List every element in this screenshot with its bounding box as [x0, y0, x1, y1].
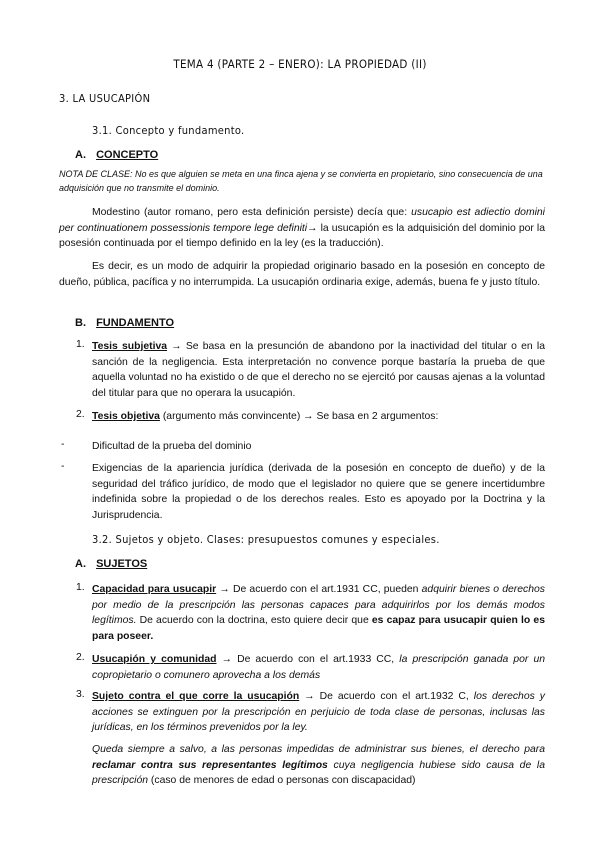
- text-run: la prescripción ganada por un copropietario o comunero aprovecha a los demás: [92, 654, 546, 681]
- dash-bullet: -: [61, 461, 65, 472]
- list-item-comunidad: [92, 652, 545, 683]
- class-note: NOTA DE CLASE: No es que alguien se meta en una finca ajena y se convierta en propietario, sino consecuencia de una adquisición que no transmite el dominio.: [59, 169, 543, 193]
- list-item-label: Tesis objetiva: [92, 411, 160, 422]
- list-item-tesis-subjetiva: [92, 339, 545, 401]
- text-run: → De acuerdo con el art.1932 C,: [299, 691, 474, 702]
- text-run: Queda siempre a salvo, a las personas impedidas de administrar sus bienes, el derecho para: [92, 744, 545, 755]
- text-run: → Se basa en la presunción de abandono por la inactividad del titular o en la sanción de la negligencia. Esta interpretación no convence porque bastaría la prueba de que aquella voluntad no ha existido o de que el derecho no se ejercitó por causas ajenas a la voluntad del titular para que no operara la usucapión.: [92, 341, 545, 399]
- text-run: → De acuerdo con el art.1931 CC, pueden: [216, 584, 422, 595]
- dash-bullet: -: [61, 439, 65, 450]
- text-run: → De acuerdo con el art.1933 CC,: [216, 654, 400, 665]
- heading-text: CONCEPTO: [96, 149, 159, 161]
- list-item-sujeto-contra: [92, 689, 545, 736]
- list-item-exigencias: Exigencias de la apariencia jurídica (derivada de la posesión en concepto de dueño) y de la seguridad del tráfico jurídico, de modo que el legislador no quiere que se genere incertidumbre indefinida sobre la propiedad o de los derechos reales. Esto es apoyado por la Doctrina y la Jurisprudencia.: [92, 463, 545, 521]
- list-item-dificultad: Dificultad de la prueba del dominio: [92, 441, 252, 452]
- list-item-label: Sujeto contra el que corre la usucapión: [92, 691, 300, 702]
- list-number: 3.: [76, 689, 85, 700]
- paragraph-modestino: [59, 205, 545, 252]
- list-item-tesis-objetiva: [92, 409, 545, 425]
- heading-concepto: [75, 149, 158, 161]
- heading-fundamento: [75, 317, 174, 329]
- heading-letter: A.: [75, 149, 86, 161]
- list-number: 1.: [76, 582, 85, 593]
- list-item-capacidad: [92, 582, 545, 644]
- heading-letter: A.: [75, 558, 86, 570]
- list-item-label: Tesis subjetiva: [92, 341, 168, 352]
- heading-sujetos: [75, 558, 147, 570]
- subsection-heading-concepto: 3.1. Concepto y fundamento.: [92, 124, 245, 137]
- text-run: (argumento más convincente) → Se basa en 2 argumentos:: [159, 411, 439, 422]
- heading-letter: B.: [75, 317, 86, 329]
- text-run: es capaz para usucapir quien lo es para poseer.: [92, 615, 545, 642]
- text-run: adquirir bienes o derechos por medio de la prescripción las personas capaces para adquirirlos por los demás modos legítimos.: [92, 584, 545, 626]
- text-run: → la usucapión es la adquisición del dominio por la posesión continuada por el tiempo definido en la ley (es la traducción).: [59, 222, 545, 249]
- subsection-heading-sujetos: 3.2. Sujetos y objeto. Clases: presupuestos comunes y especiales.: [92, 533, 440, 546]
- latin-quote: usucapio est adiectio domini per continuationem possessionis tempore lege definiti: [59, 207, 545, 234]
- text-run: De acuerdo con la doctrina, esto quiere decir que: [136, 615, 372, 626]
- heading-text: SUJETOS: [96, 558, 148, 570]
- list-item-label: Capacidad para usucapir: [92, 584, 217, 595]
- paragraph-queda-a-salvo: [92, 742, 545, 789]
- heading-text: FUNDAMENTO: [96, 317, 175, 329]
- document-title: TEMA 4 (PARTE 2 – ENERO): LA PROPIEDAD (II): [173, 57, 427, 71]
- list-number: 1.: [76, 339, 85, 350]
- text-run: cuya negligencia hubiese sido causa de la prescripción: [92, 759, 545, 786]
- list-item-label: Usucapión y comunidad: [92, 654, 217, 665]
- list-number: 2.: [76, 652, 85, 663]
- text-run: Modestino (autor romano, pero esta definición persiste) decía que:: [92, 207, 412, 218]
- list-number: 2.: [76, 409, 85, 420]
- text-run: (caso de menores de edad o personas con discapacidad): [148, 775, 416, 786]
- paragraph-definition: Es decir, es un modo de adquirir la propiedad originario basado en la posesión en concepto de dueño, pública, pacífica y no interrumpida. La usucapión ordinaria exige, además, buena fe y justo título.: [59, 261, 545, 288]
- text-run: reclamar contra sus representantes legítimos: [92, 759, 328, 771]
- section-heading-usucapion: 3. LA USUCAPIÓN: [59, 92, 151, 105]
- text-run: los derechos y acciones se extinguen por la prescripción en perjuicio de toda clase de personas, inclusas las jurídicas, en los términos prevenidos por la ley.: [92, 691, 545, 733]
